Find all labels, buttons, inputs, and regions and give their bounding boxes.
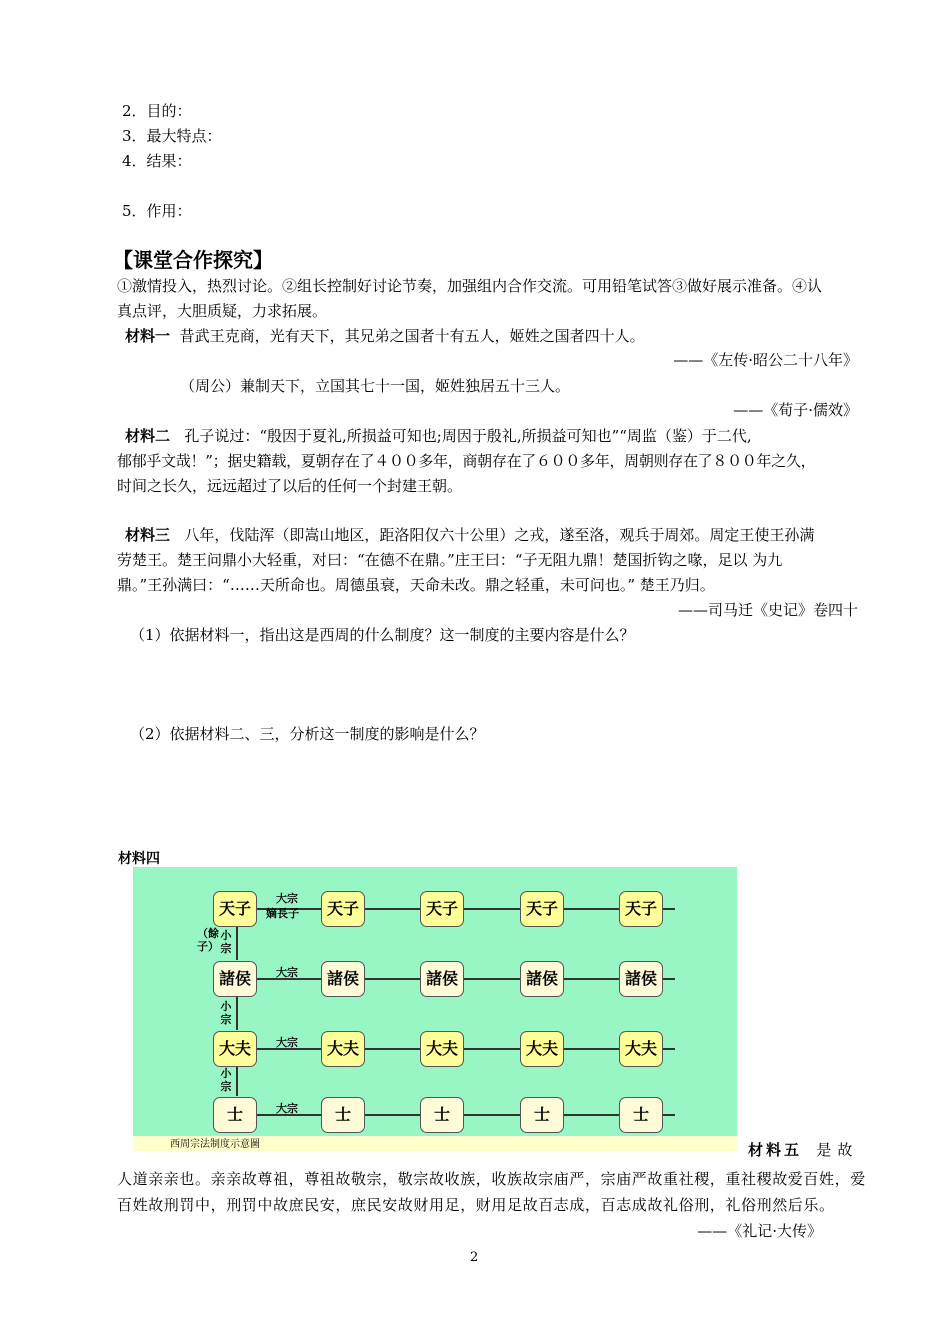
material3-line: 鼎。”王孙满曰：“……天所命也。周德虽衰，天命未改。鼎之轻重，未可问也。” 楚王乃归。 (117, 576, 715, 594)
material2-line: 时间之长久，远远超过了以后的任何一个封建王朝。 (117, 477, 463, 495)
material2-text: 孔子说过：“殷因于夏礼,所损益可知也;周因于殷礼,所损益可知也”“周监（鉴）于二代, (184, 427, 752, 445)
material3-label: 材料三 (125, 526, 171, 544)
node-shi: 士 (520, 1097, 564, 1133)
material3-source: ——司马迁《史记》卷四十 (677, 601, 858, 619)
instruction-line: ①激情投入，热烈讨论。②组长控制好讨论节奏，加强组内合作交流。可用铅笔试答③做好展示准备。④认 (117, 277, 823, 295)
material4-label: 材料四 (118, 851, 160, 867)
zongfa-diagram (133, 867, 737, 1151)
node-shi: 士 (619, 1097, 663, 1133)
label-yuzi: （餘子） (197, 927, 219, 953)
node-zhuhou: 諸侯 (619, 961, 663, 997)
section-heading: 【课堂合作探究】 (113, 248, 273, 272)
node-zhuhou: 諸侯 (321, 961, 365, 997)
material2-line (125, 425, 752, 446)
material5-line: 百姓故刑罚中，刑罚中故庶民安，庶民安故财用足，财用足故百志成，百志成故礼俗刑，礼俗刑然后乐。 (117, 1196, 835, 1214)
label-xiaozong: 小宗 (220, 1000, 232, 1026)
material5-label: 材料五 (748, 1141, 803, 1159)
connector (236, 1066, 238, 1096)
node-shi: 士 (420, 1097, 464, 1133)
connector (236, 926, 238, 960)
material5-source: ——《礼记·大传》 (697, 1222, 822, 1240)
question-1: （1）依据材料一，指出这是西周的什么制度？这一制度的主要内容是什么？ (130, 626, 635, 644)
material2-label: 材料二 (125, 427, 171, 445)
node-shi: 士 (321, 1097, 365, 1133)
node-dafu: 大夫 (213, 1031, 257, 1067)
material1-source2: ——《荀子·儒效》 (733, 401, 858, 419)
list-item-function: 5．作用： (122, 202, 192, 220)
connector (257, 908, 675, 910)
material5-first (748, 1139, 858, 1160)
label-dazong: 大宗 (276, 966, 298, 979)
node-zhuhou: 諸侯 (520, 961, 564, 997)
node-zhuhou: 諸侯 (420, 961, 464, 997)
diagram-caption: 西周宗法制度示意圖 (170, 1139, 260, 1150)
list-item-purpose: 2．目的： (122, 102, 192, 120)
instruction-line: 真点评，大胆质疑，力求拓展。 (117, 302, 328, 320)
node-dafu: 大夫 (520, 1031, 564, 1067)
node-dafu: 大夫 (420, 1031, 464, 1067)
node-tianzi: 天子 (420, 891, 464, 927)
page-number: 2 (470, 1250, 479, 1265)
material5-line: 人道亲亲也。亲亲故尊祖，尊祖故敬宗，敬宗故收族，收族故宗庙严，宗庙严故重社稷，重社稷故爱百姓，爱 (117, 1170, 866, 1188)
node-dafu: 大夫 (619, 1031, 663, 1067)
connector (257, 1048, 675, 1050)
material1-source: ——《左传·昭公二十八年》 (673, 351, 858, 369)
label-xiaozong: 小宗 (220, 1067, 232, 1093)
list-item-feature: 3．最大特点： (122, 127, 222, 145)
question-2: （2）依据材料二、三，分析这一制度的影响是什么？ (130, 725, 485, 743)
label-xiaozong: 小宗 (220, 929, 232, 955)
node-zhuhou: 諸侯 (213, 961, 257, 997)
material1-text2: （周公）兼制天下，立国其七十一国，姬姓独居五十三人。 (180, 377, 571, 395)
material1 (125, 325, 645, 346)
material2-line: 郁郁乎文哉！”；据史籍载，夏朝存在了４００多年，商朝存在了６００多年，周朝则存在了８００年之久， (117, 452, 816, 470)
node-shi: 士 (213, 1097, 257, 1133)
node-tianzi: 天子 (619, 891, 663, 927)
material1-text: 昔武王克商，光有天下，其兄弟之国者十有五人，姬姓之国者四十人。 (179, 327, 645, 345)
connector (236, 996, 238, 1030)
list-item-result: 4．结果： (122, 152, 192, 170)
connector (257, 1114, 675, 1116)
node-tianzi: 天子 (520, 891, 564, 927)
material3-line: 劳楚王。楚王问鼎小大轻重，对曰：“在德不在鼎。”庄王曰：“子无阻九鼎！楚国折钩之喙，足以 为九 (117, 551, 783, 569)
material5-text: 是故 (816, 1141, 859, 1159)
node-dafu: 大夫 (321, 1031, 365, 1067)
node-tianzi: 天子 (213, 891, 257, 927)
node-tianzi: 天子 (321, 891, 365, 927)
label-dizhangzi: 嫡長子 (266, 907, 299, 920)
label-dazong: 大宗 (276, 1102, 298, 1115)
material3-text: 八年，伐陆浑（即嵩山地区，距洛阳仅六十公里）之戎，遂至洛，观兵于周郊。周定王使王孙满 (184, 526, 815, 544)
connector (257, 978, 675, 980)
label-dazong: 大宗 (276, 1036, 298, 1049)
material1-label: 材料一 (125, 327, 171, 345)
label-dazong: 大宗 (276, 892, 298, 905)
material3-line (125, 524, 814, 545)
